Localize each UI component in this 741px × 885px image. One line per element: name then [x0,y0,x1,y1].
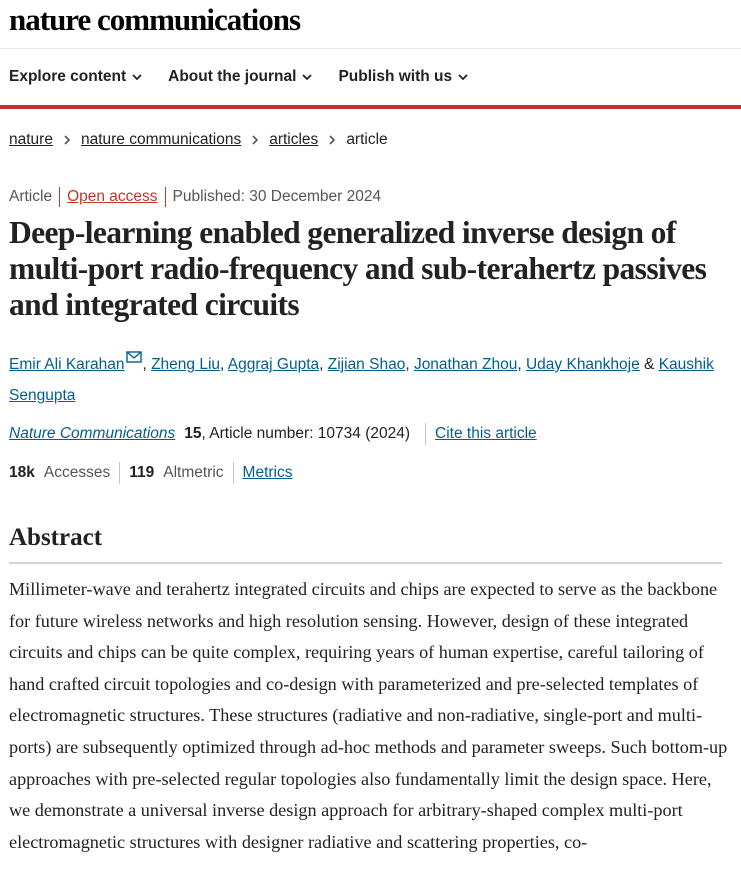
author-link[interactable]: Aggraj Gupta [227,356,320,373]
nav-about-journal[interactable] [168,68,312,86]
nav-explore-content[interactable] [9,68,142,86]
author-separator: , [220,356,228,373]
author-link[interactable]: Zheng Liu [151,356,221,373]
mail-icon[interactable] [126,343,142,355]
journal-link[interactable]: Nature Communications [9,425,176,442]
main-nav [0,48,741,109]
nav-explore-content-label: Explore content [9,68,127,85]
article-meta [0,187,741,207]
author-separator: , [405,356,414,373]
open-access-link[interactable]: Open access [67,188,158,205]
author-link[interactable]: Uday Khankhoje [525,356,640,373]
breadcrumb-current: article [346,131,388,148]
citation-line [0,423,741,445]
nav-about-journal-label: About the journal [168,68,297,85]
author-separator: & [639,356,659,373]
nav-publish-with-us-label: Publish with us [338,68,453,85]
nav-publish-with-us[interactable] [338,68,468,86]
abstract-heading: Abstract [9,524,722,564]
accesses-count: 18k [9,464,35,481]
accesses-label: Accesses [43,464,111,481]
author-link[interactable]: Emir Ali Karahan [9,356,125,373]
author-separator: , [142,356,152,373]
altmetric-label: Altmetric [163,464,224,481]
breadcrumb-articles[interactable]: articles [269,131,319,148]
site-header [0,0,741,48]
citation-divider [425,423,426,445]
meta-divider [165,187,166,207]
breadcrumb-nature-communications[interactable]: nature communications [80,131,242,148]
breadcrumb [0,131,741,149]
metrics-link[interactable]: Metrics [242,464,293,481]
author-link[interactable]: Kaushik Sengupta [9,356,714,404]
cite-this-article-link[interactable]: Cite this article [435,425,537,442]
metrics-line [0,462,741,484]
abstract-text: Millimeter-wave and terahertz integrated circuits and chips are expected to serve as the backbone for future wireless networks and high resolution sensing. However, design of these integrated circuits and chips can be quite complex, requiring years of human expertise, careful tailoring of hand crafted circuit topologies and co-design with parameterized and pre-selected templates of electromagnetic structures. These structures (radiative and non-radiative, single-port and multi-ports) are subsequently optimized through ad-hoc methods and parameter sweeps. Such bottom-up approaches with pre-selected regular topologies also fundamentally limit the design space. Here, we demonstrate a universal inverse design approach for arbitrary-shaped complex multi-port electromagnetic structures with designer radiative and scattering properties, co- [9,579,728,852]
chevron-down-icon [458,72,468,82]
breadcrumb-nature[interactable]: nature [9,131,53,148]
chevron-down-icon [302,72,312,82]
chevron-right-icon [251,134,259,146]
metrics-divider [233,462,234,484]
chevron-right-icon [328,134,336,146]
meta-divider [59,187,60,207]
site-logo[interactable]: nature communications [9,1,301,37]
volume-number: 15 [184,425,202,442]
chevron-right-icon [63,134,71,146]
author-link[interactable]: Zijian Shao [327,356,406,373]
author-list [9,343,732,411]
published-date: Published: 30 December 2024 [172,188,382,205]
metrics-divider [119,462,120,484]
altmetric-count: 119 [129,464,155,481]
author-separator: , [517,356,526,373]
article-title: Deep-learning enabled generalized inverse design of multi-port radio-frequency and sub-terahertz passives and integrated circuits [9,215,707,322]
article-number: , Article number: 10734 (2024) [201,425,411,442]
author-separator: , [319,356,328,373]
article-type: Article [9,188,53,205]
chevron-down-icon [132,72,142,82]
author-link[interactable]: Jonathan Zhou [413,356,518,373]
